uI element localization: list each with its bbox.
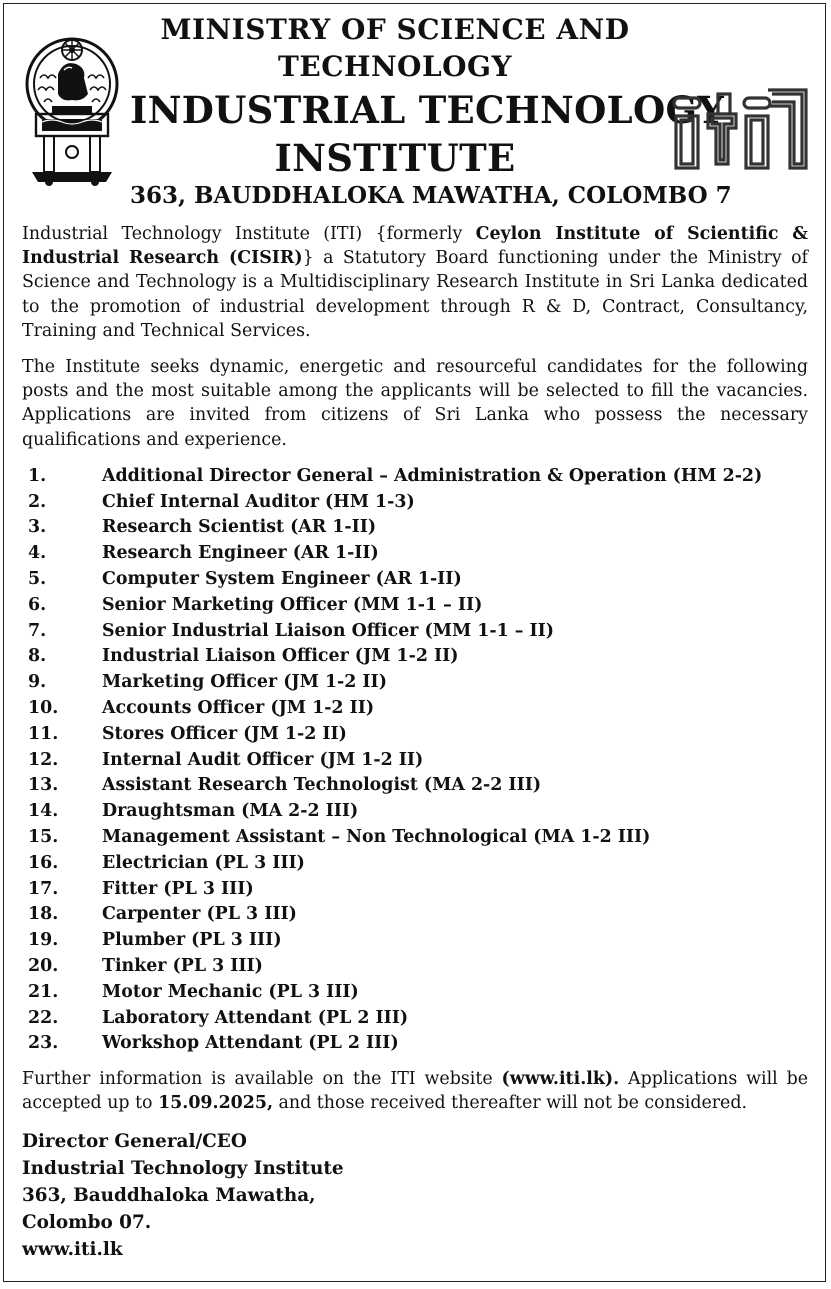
list-item [22,515,808,541]
list-item [22,1031,808,1057]
ministry-name-line2: TECHNOLOGY [278,50,512,83]
further-info-paragraph [22,1067,808,1115]
signatory-title: Director General/CEO [22,1130,247,1152]
item-number: 16. [28,852,59,873]
institute-address: 363, BAUDDHALOKA MAWATHA, COLOMBO 7 [130,182,732,209]
item-number: 8. [28,646,47,667]
ministry-name-line1: MINISTRY OF SCIENCE AND [160,13,630,46]
post-title: Accounts Officer (JM 1-2 II) [102,698,375,718]
post-title: Carpenter (PL 3 III) [102,904,297,925]
list-item [22,825,808,851]
item-number: 9. [28,672,47,693]
item-number: 7. [28,620,47,641]
item-number: 23. [28,1033,59,1054]
signatory-website: www.iti.lk [22,1238,123,1260]
advertisement-header [0,10,831,215]
invitation-paragraph: The Institute seeks dynamic, energetic and resourceful candidates for the following posts and the most suitable among the applicants will be selected to fill the vacancies. Applications are invited from citizens of Sri Lanka who possess the necessary qualifications and experience. [22,357,808,450]
item-number: 14. [28,801,59,822]
closing-date: 15.09.2025, [158,1093,274,1114]
item-number: 10. [28,698,59,718]
item-number: 13. [28,775,59,796]
institute-name-line1: INDUSTRIAL TECHNOLOGY [130,88,725,132]
list-item [22,541,808,567]
post-title: Stores Officer (JM 1-2 II) [102,723,347,744]
post-title: Research Scientist (AR 1-II) [102,517,377,538]
post-title: Laboratory Attendant (PL 2 III) [102,1007,409,1028]
list-item [22,773,808,799]
post-title: Research Engineer (AR 1-II) [102,543,379,564]
institute-name-line2: INSTITUTE [274,136,516,180]
advertisement-body [22,222,808,1263]
post-title: Workshop Attendant (PL 2 III) [102,1033,399,1054]
post-title: Marketing Officer (JM 1-2 II) [102,672,387,693]
list-item [22,619,808,645]
intro-paragraph [22,222,808,343]
list-item [22,877,808,903]
list-item [22,696,808,722]
intro-text-1: Industrial Technology Institute (ITI) {formerly [22,224,476,244]
further-info-text-2: Applications will be accepted up to [22,1069,808,1114]
sri-lanka-emblem-icon [22,22,122,190]
item-number: 17. [28,878,59,899]
item-number: 5. [28,569,47,590]
post-title: Plumber (PL 3 III) [102,930,282,951]
post-title: Senior Marketing Officer (MM 1-1 – II) [102,594,483,615]
list-item [22,722,808,748]
post-title: Tinker (PL 3 III) [102,955,263,976]
iti-logo-icon [668,84,814,174]
further-info-text-1: Further information is available on the ITI website [22,1069,502,1090]
item-number: 11. [28,723,59,744]
signatory-organization: Industrial Technology Institute [22,1157,344,1179]
list-item [22,464,808,490]
intro-text-2: } a Statutory Board functioning under the Ministry of Science and Technology is a Multidisciplinary Research Institute in Sri Lanka dedicated to the promotion of industrial development through R & D, Contract, Consultancy, Training and Technical Services. [22,248,808,341]
item-number: 4. [28,543,47,564]
post-title: Electrician (PL 3 III) [102,852,305,873]
signatory-city: Colombo 07. [22,1211,152,1233]
former-name: Ceylon Institute of Scientific & Industrial Research (CISIR) [22,224,808,269]
list-item [22,1006,808,1032]
item-number: 6. [28,594,47,615]
item-number: 3. [28,517,47,538]
list-item [22,799,808,825]
post-title: Assistant Research Technologist (MA 2-2 III) [102,775,542,796]
list-item [22,902,808,928]
list-item [22,490,808,516]
item-number: 21. [28,981,59,1002]
item-number: 19. [28,930,59,951]
post-title: Fitter (PL 3 III) [102,878,254,899]
list-item [22,567,808,593]
post-title: Chief Internal Auditor (HM 1-3) [102,491,415,512]
item-number: 15. [28,826,59,847]
further-info-text-3: and those received thereafter will not be considered. [273,1093,748,1114]
item-number: 12. [28,749,59,770]
post-title: Computer System Engineer (AR 1-II) [102,569,462,590]
item-number: 1. [28,465,47,486]
list-item [22,593,808,619]
signature-block [22,1128,808,1263]
post-title: Internal Audit Officer (JM 1-2 II) [102,749,424,770]
list-item [22,954,808,980]
list-item [22,644,808,670]
post-title: Management Assistant – Non Technological (MA 1-2 III) [102,826,651,847]
list-item [22,980,808,1006]
website-reference: (www.iti.lk). [501,1069,620,1090]
post-title: Senior Industrial Liaison Officer (MM 1-1 – II) [102,620,554,641]
post-title: Industrial Liaison Officer (JM 1-2 II) [102,646,459,667]
item-number: 18. [28,904,59,925]
list-item [22,928,808,954]
signatory-street: 363, Bauddhaloka Mawatha, [22,1184,316,1206]
list-item [22,851,808,877]
post-title: Draughtsman (MA 2-2 III) [102,801,359,822]
list-item [22,670,808,696]
post-title: Motor Mechanic (PL 3 III) [102,981,359,1002]
item-number: 22. [28,1007,59,1028]
item-number: 2. [28,491,47,512]
post-title: Additional Director General – Administration & Operation (HM 2-2) [102,465,763,486]
item-number: 20. [28,955,59,976]
list-item [22,748,808,774]
vacancy-list [22,464,808,1057]
